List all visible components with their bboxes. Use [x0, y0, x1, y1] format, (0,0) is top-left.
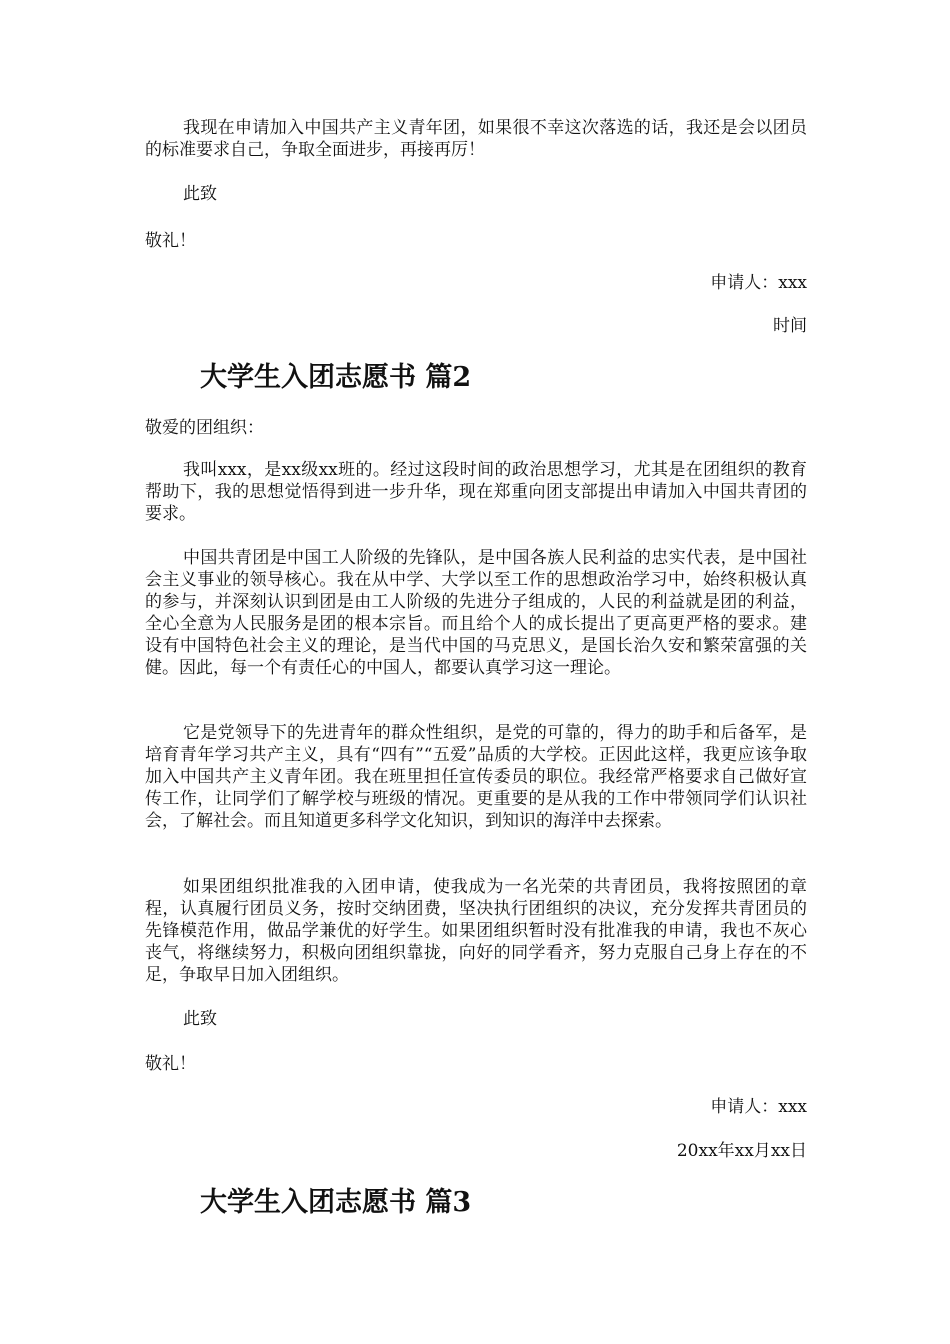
paragraph-intro: 我现在申请加入中国共产主义青年团，如果很不幸这次落选的话，我还是会以团员的标准要求自己，争取全面进步，再接再厉！ [145, 118, 807, 160]
applicant-signature-2: 申请人：xxx [710, 1097, 807, 1117]
greeting-text: 敬爱的团组织： [145, 418, 264, 438]
salute-text-2: 敬礼！ [145, 1054, 196, 1074]
paragraph-2: 中国共青团是中国工人阶级的先锋队，是中国各族人民利益的忠实代表，是中国社会主义事业的领导核心。我在从中学、大学以至工作的思想政治学习中，始终积极认真的参与，并深刻认识到团是由工人阶级的先进分子组成的，人民的利益就是团的利益，全心全意为人民服务是团的根本宗旨。而且给个人的成长提出了更高更严格的要求。建设有中国特色社会主义的理论，是当代中国的马克思义，是国长治久安和繁荣富强的关健。因此，每一个有责任心的中国人，都要认真学习这一理论。 [145, 548, 807, 678]
closing-text: 此致 [183, 184, 217, 204]
salute-text: 敬礼！ [145, 231, 196, 251]
section-heading-3: 大学生入团志愿书 篇3 [200, 1187, 472, 1218]
date-line-2: 20xx年xx月xx日 [676, 1141, 807, 1161]
paragraph-4: 如果团组织批准我的入团申请，使我成为一名光荣的共青团员，我将按照团的章程，认真履行团员义务，按时交纳团费，坚决执行团组织的决议，充分发挥共青团员的先锋模范作用，做品学兼优的好学生。如果团组织暂时没有批准我的申请，我也不灰心丧气，将继续努力，积极向团组织靠拢，向好的同学看齐，努力克服自己身上存在的不足，争取早日加入团组织。 [145, 877, 807, 985]
date-line: 时间 [773, 316, 807, 336]
applicant-signature: 申请人：xxx [710, 273, 807, 293]
closing-text-2: 此致 [183, 1009, 217, 1029]
section-heading-2: 大学生入团志愿书 篇2 [200, 362, 472, 393]
paragraph-1: 我叫xxx，是xx级xx班的。经过这段时间的政治思想学习，尤其是在团组织的教育帮助下，我的思想觉悟得到进一步升华，现在郑重向团支部提出申请加入中国共青团的要求。 [145, 460, 807, 524]
paragraph-3: 它是党领导下的先进青年的群众性组织，是党的可靠的，得力的助手和后备军，是培育青年学习共产主义，具有“四有”“五爱”品质的大学校。正因此这样，我更应该争取加入中国共产主义青年团。我在班里担任宣传委员的职位。我经常严格要求自己做好宣传工作，让同学们了解学校与班级的情况。更重要的是从我的工作中带领同学们认识社会，了解社会。而且知道更多科学文化知识，到知识的海洋中去探索。 [145, 723, 807, 831]
